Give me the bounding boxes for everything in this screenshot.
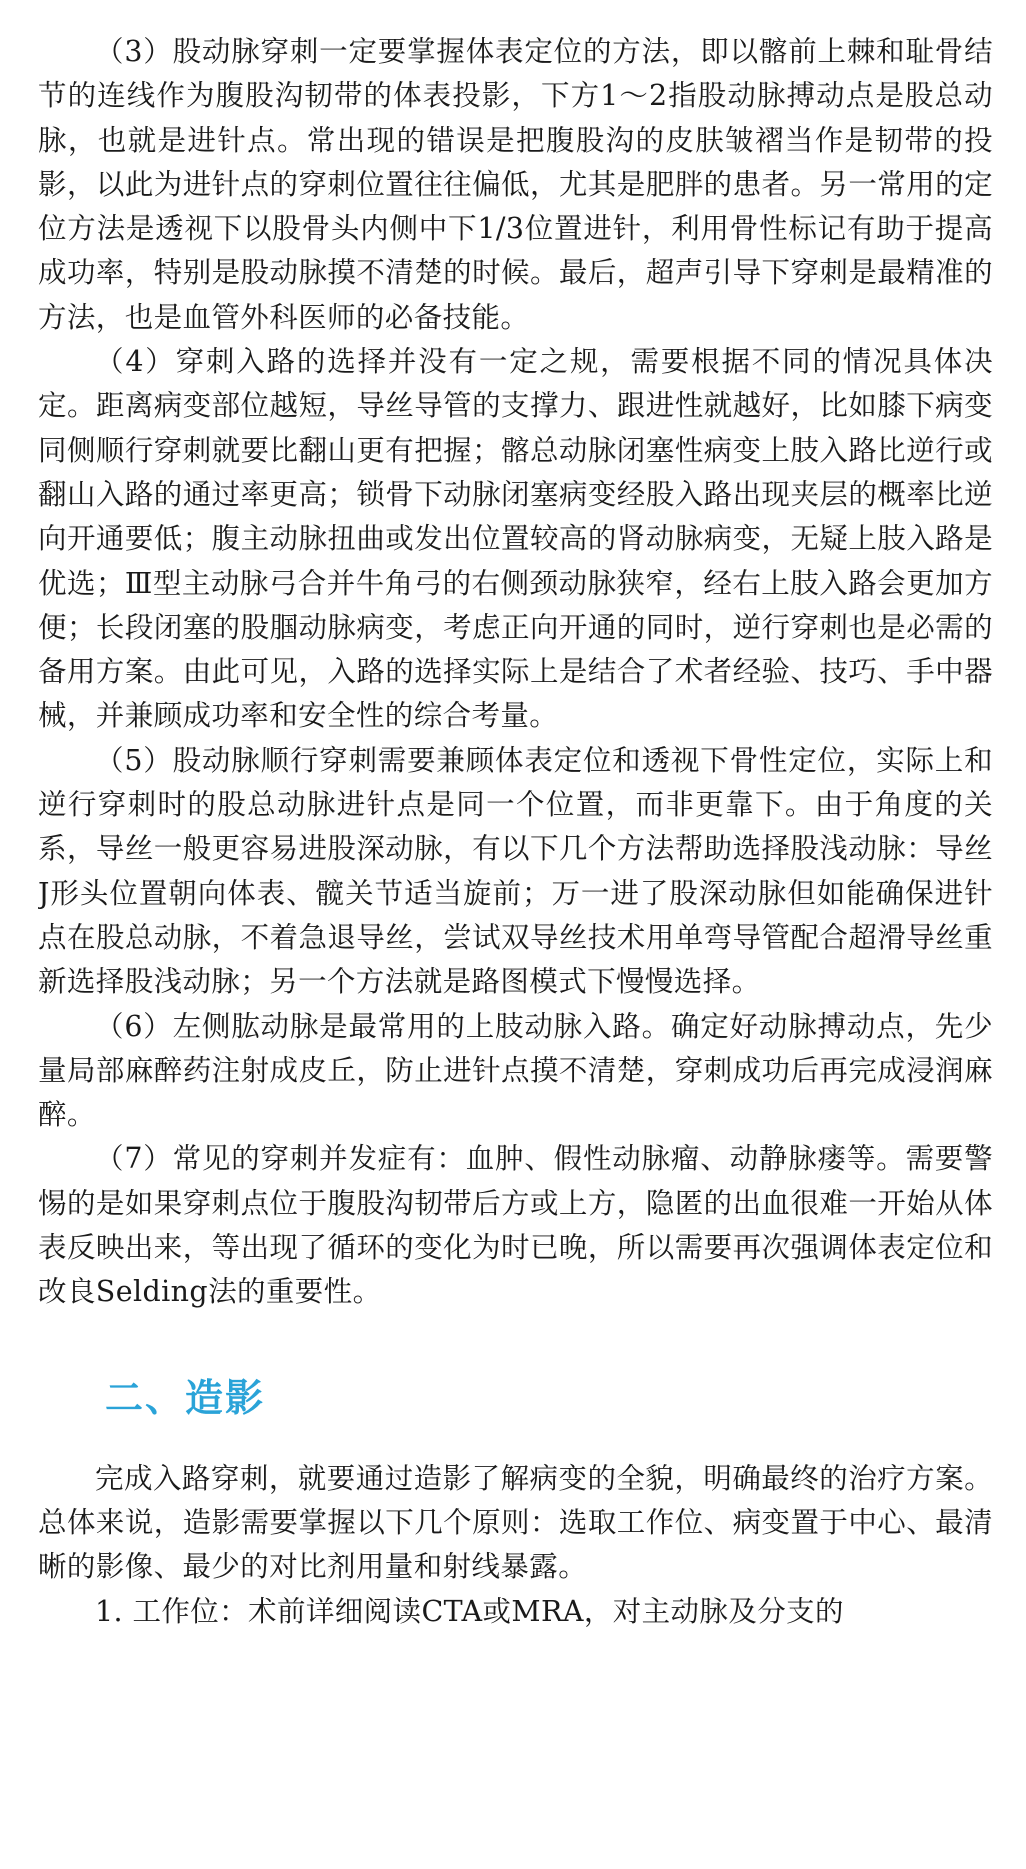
paragraph-access-route-selection: （4）穿刺入路的选择并没有一定之规，需要根据不同的情况具体决定。距离病变部位越短，导丝导管的支撑力、跟进性就越好，比如膝下病变同侧顺行穿刺就要比翻山更有把握；髂总动脉闭塞性病变上肢入路比逆行或翻山入路的通过率更高；锁骨下动脉闭塞病变经股入路出现夹层的概率比逆向开通要低；腹主动脉扭曲或发出位置较高的肾动脉病变，无疑上肢入路是优选；Ⅲ型主动脉弓合并牛角弓的右侧颈动脉狭窄，经右上肢入路会更加方便；长段闭塞的股腘动脉病变，考虑正向开通的同时，逆行穿刺也是必需的备用方案。由此可见，入路的选择实际上是结合了术者经验、技巧、手中器械，并兼顾成功率和安全性的综合考量。 (38, 345, 993, 733)
paragraph-angiography-principles: 完成入路穿刺，就要通过造影了解病变的全貌，明确最终的治疗方案。总体来说，造影需要掌握以下几个原则：选取工作位、病变置于中心、最清晰的影像、最少的对比剂用量和射线暴露。 (38, 1461, 993, 1584)
paragraph-puncture-complications: （7）常见的穿刺并发症有：血肿、假性动脉瘤、动静脉瘘等。需要警惕的是如果穿刺点位于腹股沟韧带后方或上方，隐匿的出血很难一开始从体表反映出来，等出现了循环的变化为时已晚，所以需要再次强调体表定位和改良Selding法的重要性。 (38, 1142, 993, 1309)
paragraph-working-view: 1. 工作位：术前详细阅读CTA或MRA，对主动脉及分支的 (95, 1594, 844, 1628)
paragraph-femoral-puncture-landmark: （3）股动脉穿刺一定要掌握体表定位的方法，即以髂前上棘和耻骨结节的连线作为腹股沟韧带的体表投影，下方1～2指股动脉搏动点是股总动脉，也就是进针点。常出现的错误是把腹股沟的皮肤皱褶当作是韧带的投影，以此为进针点的穿刺位置往往偏低，尤其是肥胖的患者。另一常用的定位方法是透视下以股骨头内侧中下1/3位置进针，利用骨性标记有助于提高成功率，特别是股动脉摸不清楚的时候。最后，超声引导下穿刺是最精准的方法，也是血管外科医师的必备技能。 (38, 35, 993, 334)
paragraph-brachial-access: （6）左侧肱动脉是最常用的上肢动脉入路。确定好动脉搏动点，先少量局部麻醉药注射成皮丘，防止进针点摸不清楚，穿刺成功后再完成浸润麻醉。 (38, 1009, 993, 1132)
paragraph-antegrade-femoral-puncture: （5）股动脉顺行穿刺需要兼顾体表定位和透视下骨性定位，实际上和逆行穿刺时的股总动脉进针点是同一个位置，而非更靠下。由于角度的关系，导丝一般更容易进股深动脉，有以下几个方法帮助选择股浅动脉：导丝J形头位置朝向体表、髋关节适当旋前；万一进了股深动脉但如能确保进针点在股总动脉，不着急退导丝，尝试双导丝技术用单弯导管配合超滑导丝重新选择股浅动脉；另一个方法就是路图模式下慢慢选择。 (38, 743, 993, 999)
document-page (38, 30, 993, 1860)
section-heading-angiography: 二、造影 (105, 1375, 266, 1420)
